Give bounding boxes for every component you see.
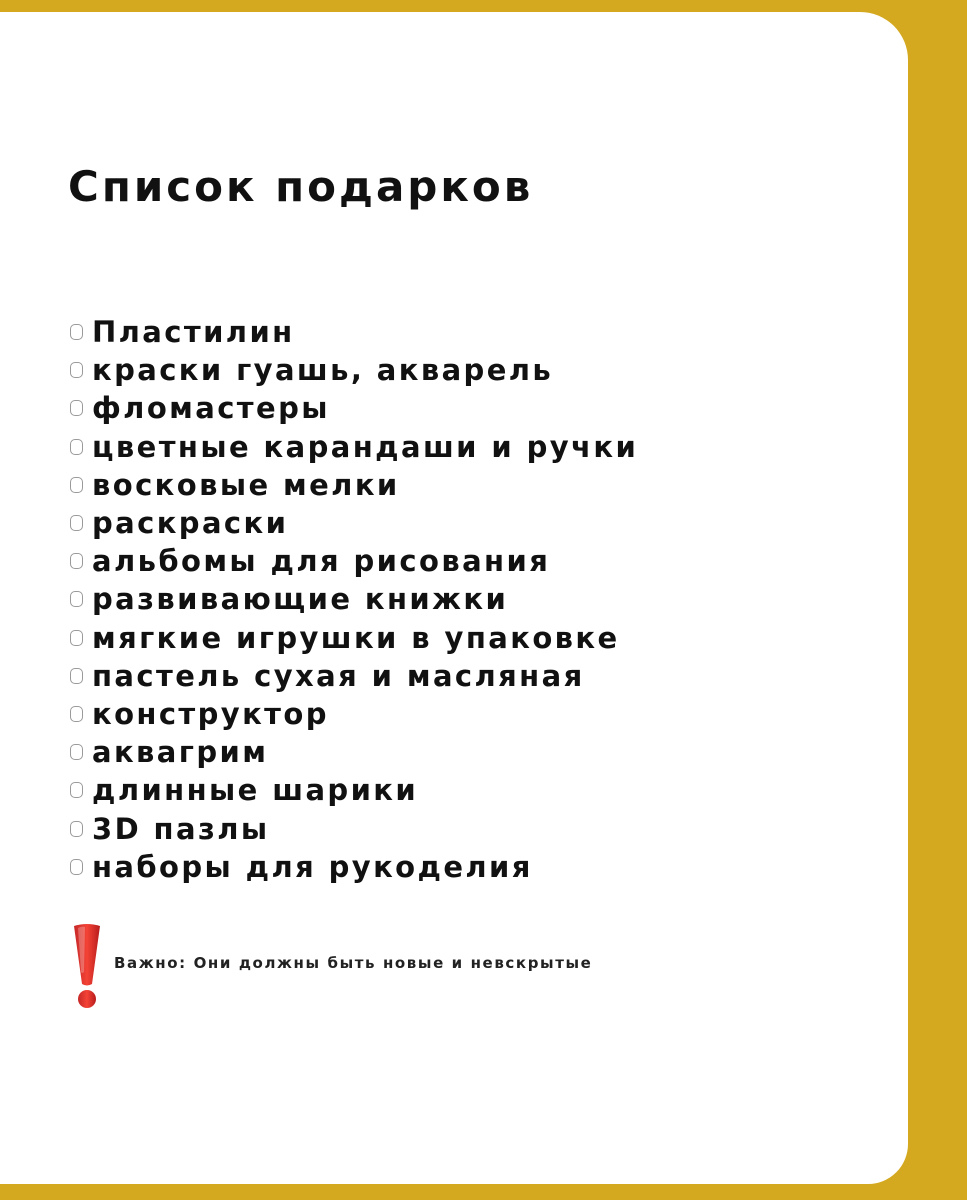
list-item[interactable] bbox=[70, 542, 638, 580]
list-item[interactable] bbox=[70, 389, 638, 427]
item-label: краски гуашь, акварель bbox=[92, 353, 554, 388]
checkbox[interactable] bbox=[70, 477, 83, 493]
item-label: длинные шарики bbox=[92, 773, 419, 808]
checkbox[interactable] bbox=[70, 668, 83, 684]
item-label: конструктор bbox=[92, 696, 329, 731]
checkbox[interactable] bbox=[70, 744, 83, 760]
list-item[interactable] bbox=[70, 313, 638, 351]
item-label: мягкие игрушки в упаковке bbox=[92, 620, 620, 655]
checkbox[interactable] bbox=[70, 782, 83, 798]
checkbox[interactable] bbox=[70, 821, 83, 837]
checkbox[interactable] bbox=[70, 706, 83, 722]
item-label: аквагрим bbox=[92, 735, 269, 770]
list-item[interactable] bbox=[70, 733, 638, 771]
list-item[interactable] bbox=[70, 504, 638, 542]
item-label: раскраски bbox=[92, 506, 289, 541]
notice-text: Важно: Они должны быть новые и невскрытые bbox=[114, 954, 593, 972]
checkbox[interactable] bbox=[70, 400, 83, 416]
checkbox[interactable] bbox=[70, 324, 83, 340]
checkbox[interactable] bbox=[70, 553, 83, 569]
item-label: наборы для рукоделия bbox=[92, 849, 533, 884]
important-notice bbox=[68, 922, 592, 1014]
item-label: развивающие книжки bbox=[92, 582, 509, 617]
list-item[interactable] bbox=[70, 428, 638, 466]
list-item[interactable] bbox=[70, 848, 638, 886]
checkbox[interactable] bbox=[70, 439, 83, 455]
list-item[interactable] bbox=[70, 580, 638, 618]
gift-checklist bbox=[70, 313, 638, 886]
exclamation-icon bbox=[68, 922, 106, 1014]
item-label: 3D пазлы bbox=[92, 811, 270, 846]
checkbox[interactable] bbox=[70, 859, 83, 875]
item-label: альбомы для рисования bbox=[92, 544, 551, 579]
item-label: пастель сухая и масляная bbox=[92, 658, 585, 693]
checkbox[interactable] bbox=[70, 630, 83, 646]
checkbox[interactable] bbox=[70, 362, 83, 378]
list-item[interactable] bbox=[70, 695, 638, 733]
item-label: Пластилин bbox=[92, 315, 295, 350]
list-item[interactable] bbox=[70, 809, 638, 847]
item-label: фломастеры bbox=[92, 391, 330, 426]
list-item[interactable] bbox=[70, 657, 638, 695]
list-item[interactable] bbox=[70, 771, 638, 809]
list-item[interactable] bbox=[70, 351, 638, 389]
gift-list-card bbox=[0, 12, 908, 1184]
checkbox[interactable] bbox=[70, 591, 83, 607]
item-label: цветные карандаши и ручки bbox=[92, 429, 639, 464]
list-item[interactable] bbox=[70, 619, 638, 657]
page-title: Список подарков bbox=[68, 162, 534, 211]
checkbox[interactable] bbox=[70, 515, 83, 531]
item-label: восковые мелки bbox=[92, 467, 400, 502]
list-item[interactable] bbox=[70, 466, 638, 504]
